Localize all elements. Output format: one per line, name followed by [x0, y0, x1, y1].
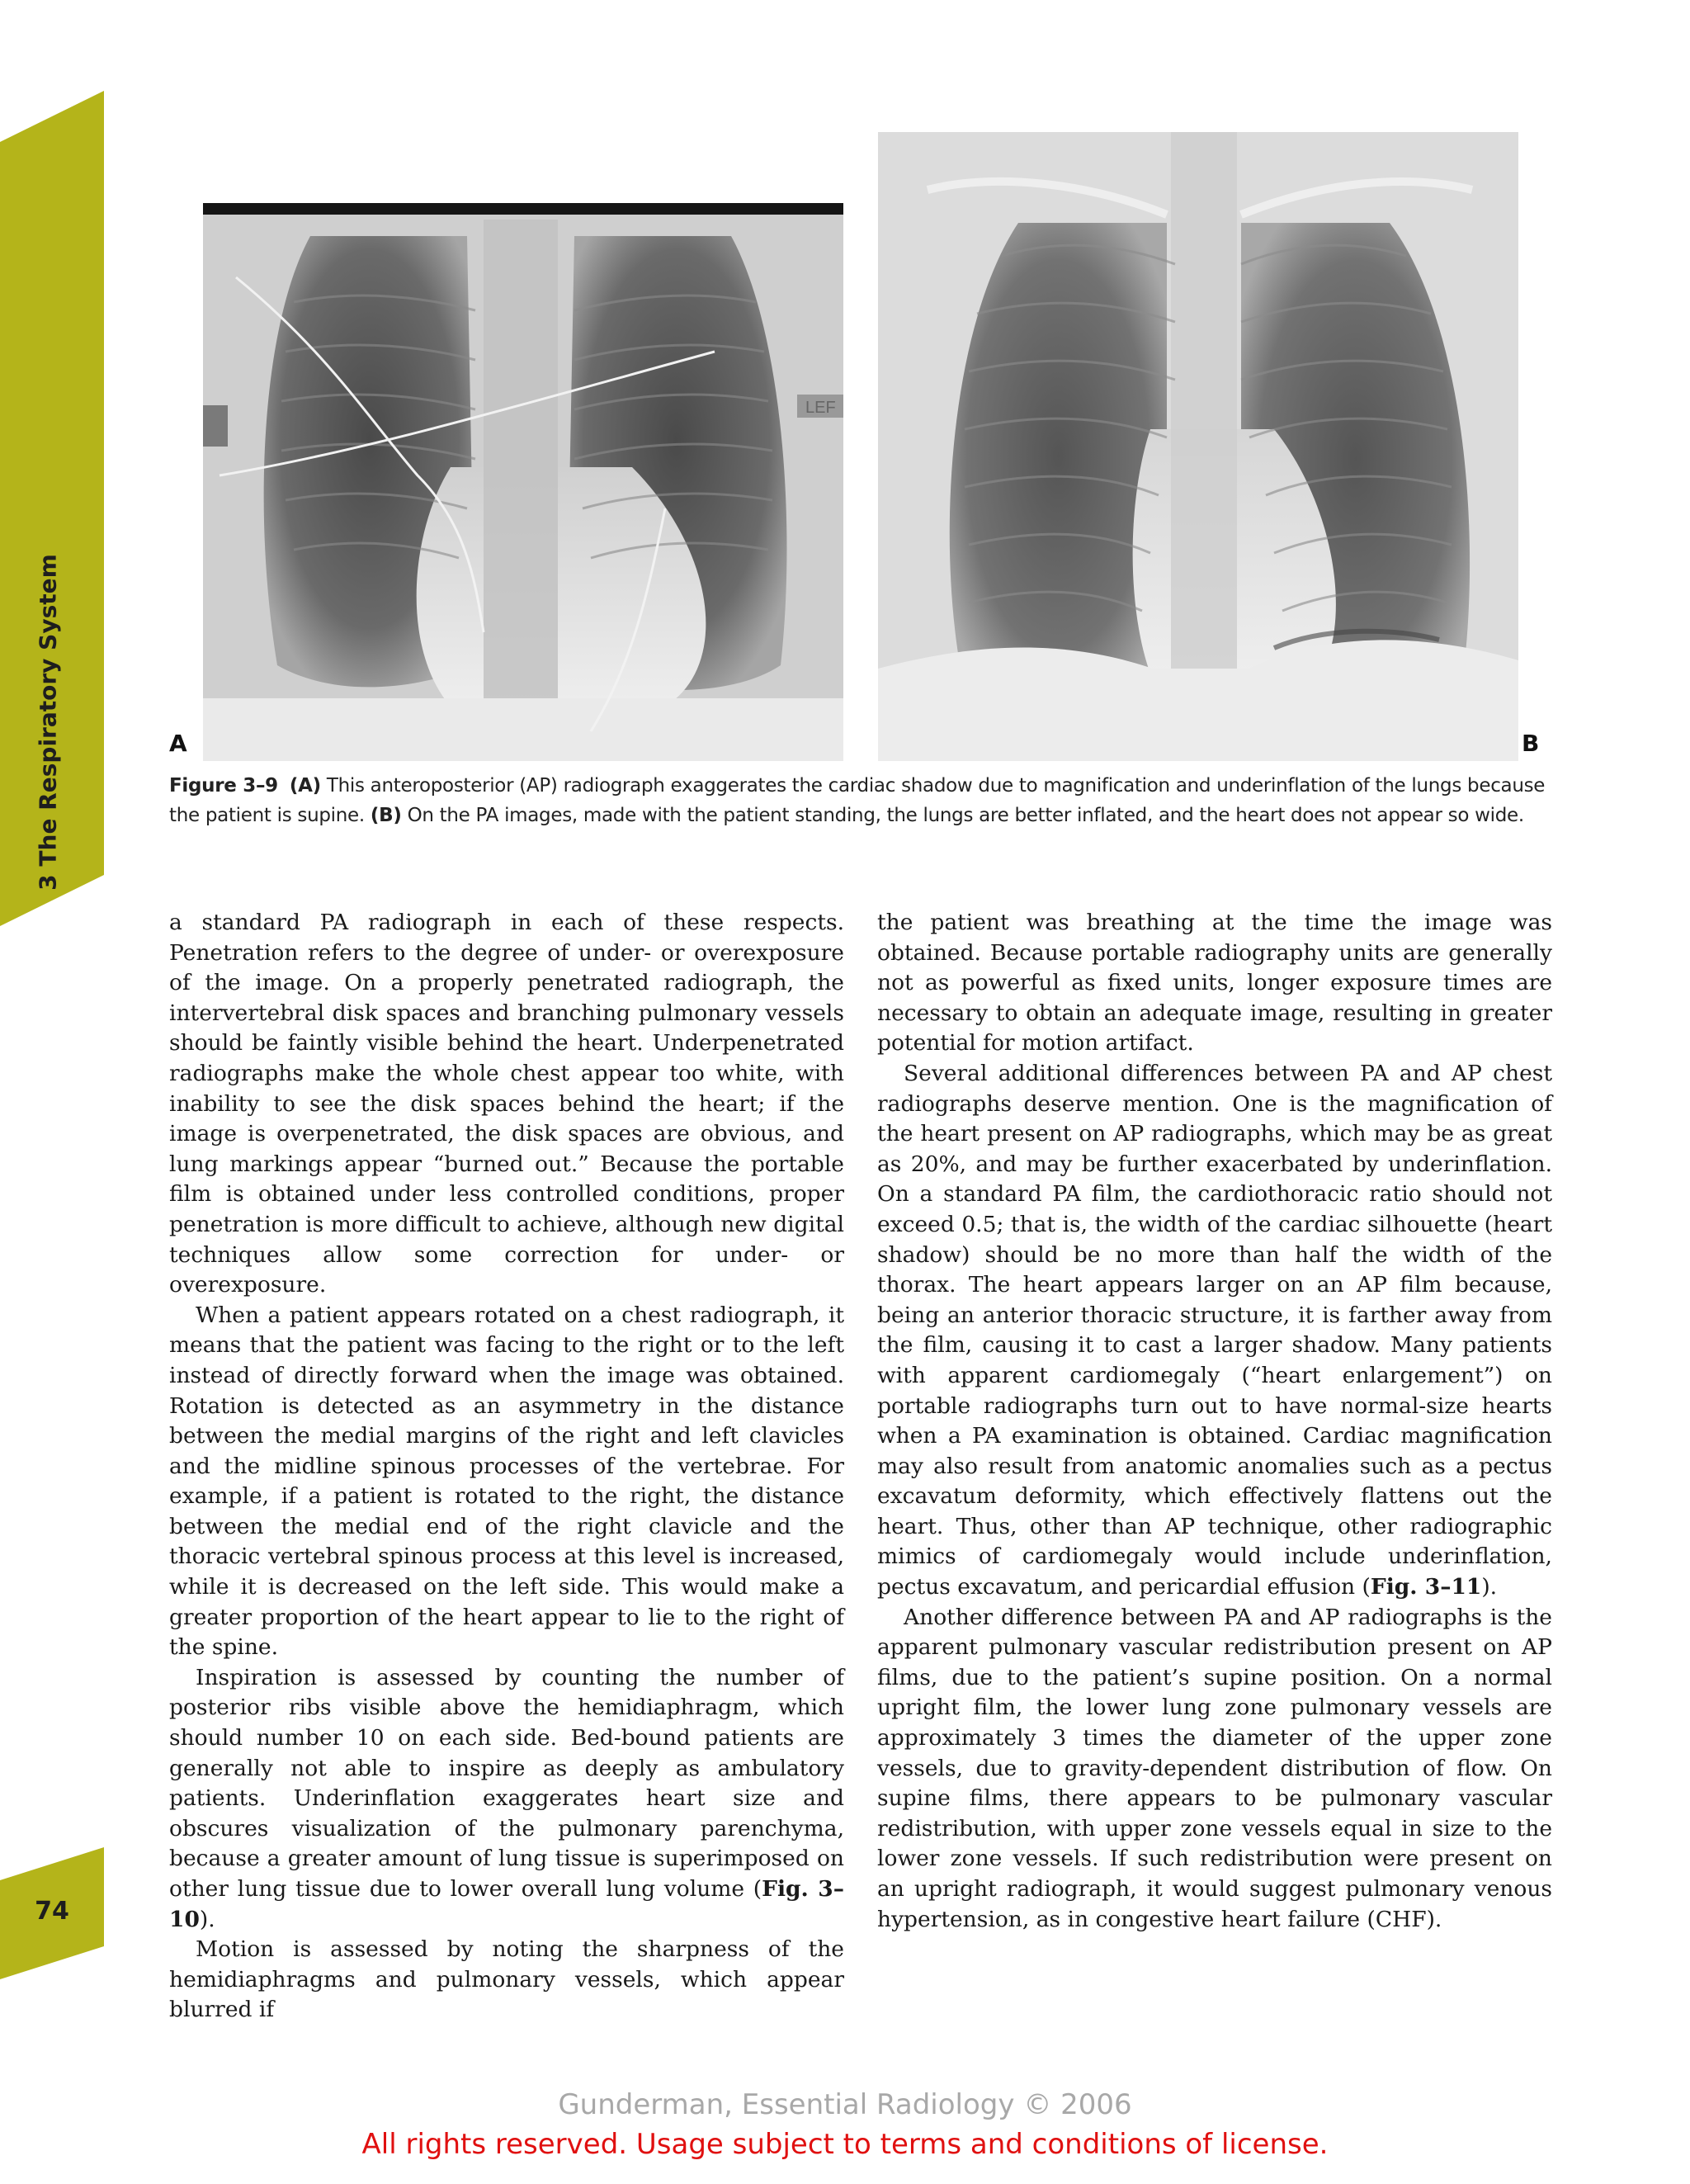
license-notice: All rights reserved. Usage subject to terms and conditions of license.: [361, 2128, 1329, 2161]
caption-text-a: This anteroposterior (AP) radiograph exaggerates the cardiac shadow due to magnification and underinflation of the lungs because the patient is supine.: [169, 775, 1546, 826]
paragraph: [877, 1059, 1552, 1603]
paragraph-text: Several additional differences between PA and AP chest radiographs deserve mention. One is the magnification of the heart present on AP radiographs, which may be as great as 20%, and may be further exacerbated by underinflation. On a standard PA film, the cardiothoracic ratio should not exceed 0.5; that is, the width of the cardiac silhouette (heart shadow) should be no more than half the width of the thorax. The heart appears larger on an AP film because, being an anterior thoracic structure, it is farther away from the film, causing it to cast a larger shadow. Many patients with apparent cardiomegaly (“heart enlargement”) on portable radiographs turn out to have normal-size hearts when a PA examination is obtained. Cardiac magnification may also result from anatomic anomalies such as a pectus excavatum deformity, which effectively flattens out the heart. Thus, other than AP technique, other radiographic mimics of cardiomegaly would include underinflation, pectus excavatum, and pericardial effusion (: [877, 1060, 1552, 1600]
caption-marker-b: (B): [370, 805, 402, 826]
body-column-left: [169, 908, 844, 2026]
paragraph-text: Inspiration is assessed by counting the number of posterior ribs visible above the hemidiaphragm, which should number 10 on each side. Bed-bound patients are generally not able to inspire as deeply as ambulatory patients. Underinflation exaggerates heart size and obscures visualization of the pulmonary parenchyma, because a greater amount of lung tissue is superimposed on other lung tissue due to lower overall lung volume (: [169, 1664, 844, 1902]
paragraph: [169, 1663, 844, 1935]
copyright-notice: Gunderman, Essential Radiology © 2006: [558, 2088, 1132, 2121]
radiograph-pa: [878, 132, 1518, 761]
paragraph-text: ).: [1481, 1574, 1498, 1600]
panel-label-b: B: [1522, 730, 1540, 757]
caption-figure-ref: Figure 3–9: [169, 775, 278, 797]
paragraph: a standard PA radiograph in each of these respects. Penetration refers to the degree of under- or overexposure of the image. On a properly penetrated radiograph, the intervertebral disk spaces and branching pulmonary vessels should be faintly visible behind the heart. Underpenetrated radiographs make the whole chest appear too white, with inability to see the disk spaces behind the heart; if the image is overpenetrated, the disk spaces are obvious, and lung markings appear “burned out.” Because the portable film is obtained under less controlled conditions, proper penetration is more difficult to achieve, although new digital techniques allow some correction for under- or overexposure.: [169, 910, 844, 1298]
figure-reference-link[interactable]: Fig. 3–11: [1370, 1574, 1482, 1600]
page-number: 74: [35, 1897, 69, 1926]
body-column-right: [877, 908, 1552, 1935]
paragraph: Motion is assessed by noting the sharpness of the hemidiaphragms and pulmonary vessels, which appear blurred if: [169, 1936, 844, 2023]
chapter-tab-label: 3 The Respiratory System: [34, 554, 62, 891]
paragraph-text: ).: [199, 1906, 215, 1932]
film-marker: LEF: [805, 399, 836, 417]
paragraph: Another difference between PA and AP radiographs is the apparent pulmonary vascular redistribution present on AP films, due to the patient’s supine position. On a normal upright film, the lower lung zone pulmonary vessels are approximately 3 times the diameter of the upper zone vessels, due to gravity-dependent distribution of flow. On supine films, there appears to be pulmonary vascular redistribution, with upper zone vessels equal in size to the lower zone vessels. If such redistribution were present on an upright radiograph, it would suggest pulmonary venous hypertension, as in congestive heart failure (CHF).: [877, 1604, 1552, 1932]
figure-reference-link[interactable]: Fig. 3–10: [169, 1876, 844, 1932]
radiograph-ap: [203, 203, 843, 761]
caption-marker-a: (A): [289, 775, 321, 797]
paragraph: When a patient appears rotated on a chest radiograph, it means that the patient was facing to the right or to the left instead of directly forward when the image was obtained. Rotation is detected as an asymmetry in the distance between the medial margins of the right and left clavicles and the midline spinous processes of the vertebrae. For example, if a patient is rotated to the right, the distance between the medial end of the right clavicle and the thoracic vertebral spinous process at this level is increased, while it is decreased on the left side. This would make a greater proportion of the heart appear to lie to the right of the spine.: [169, 1302, 844, 1661]
caption-text-b: On the PA images, made with the patient standing, the lungs are better inflated, and the heart does not appear so wide.: [401, 805, 1524, 826]
paragraph: the patient was breathing at the time the image was obtained. Because portable radiography units are generally not as powerful as fixed units, longer exposure times are necessary to obtain an adequate image, resulting in greater potential for motion artifact.: [877, 910, 1552, 1057]
panel-label-a: A: [169, 730, 187, 757]
figure-caption: [169, 771, 1552, 830]
